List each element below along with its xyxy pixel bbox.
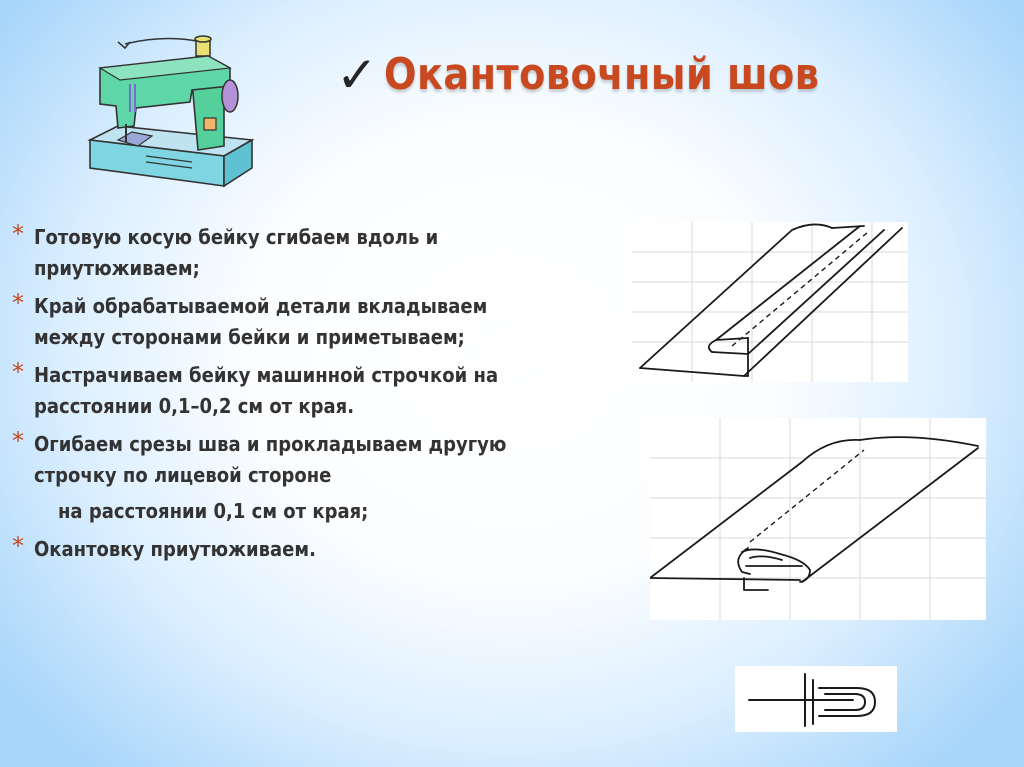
seam-cross-section-diagram [735, 666, 897, 732]
bullet-continuation [12, 496, 572, 527]
bullet-marker: * [12, 427, 24, 455]
bullet-marker: * [12, 289, 24, 317]
bullet-text: Край обрабатываемой детали вкладываем между сторонами бейки и приметываем; [34, 294, 488, 349]
slide-title [336, 40, 884, 110]
inserted-edge-diagram [650, 418, 986, 620]
bullet-marker: * [12, 532, 24, 560]
sewing-machine-icon [80, 28, 260, 208]
bullet-text: Окантовку приутюживаем. [34, 537, 316, 561]
bullet-marker: * [12, 358, 24, 386]
bullet-list [12, 222, 572, 572]
bullet-item [12, 429, 572, 491]
bullet-text: Настрачиваем бейку машинной строчкой на расстоянии 0,1–0,2 см от края. [34, 363, 499, 418]
bullet-item [12, 222, 572, 284]
bullet-text: Огибаем срезы шва и прокладываем другую строчку по лицевой стороне [34, 432, 507, 487]
bullet-item [12, 534, 572, 565]
bullet-item [12, 291, 572, 353]
bullet-marker: * [12, 220, 24, 248]
bullet-text: Готовую косую бейку сгибаем вдоль и приутюживаем; [34, 225, 439, 280]
folded-binding-diagram [632, 222, 908, 382]
check-mark-icon: ✓ [336, 46, 378, 104]
bullet-text: на расстоянии 0,1 см от края; [58, 499, 369, 523]
title-text: Окантовочный шов [383, 49, 820, 100]
bullet-item [12, 360, 572, 422]
